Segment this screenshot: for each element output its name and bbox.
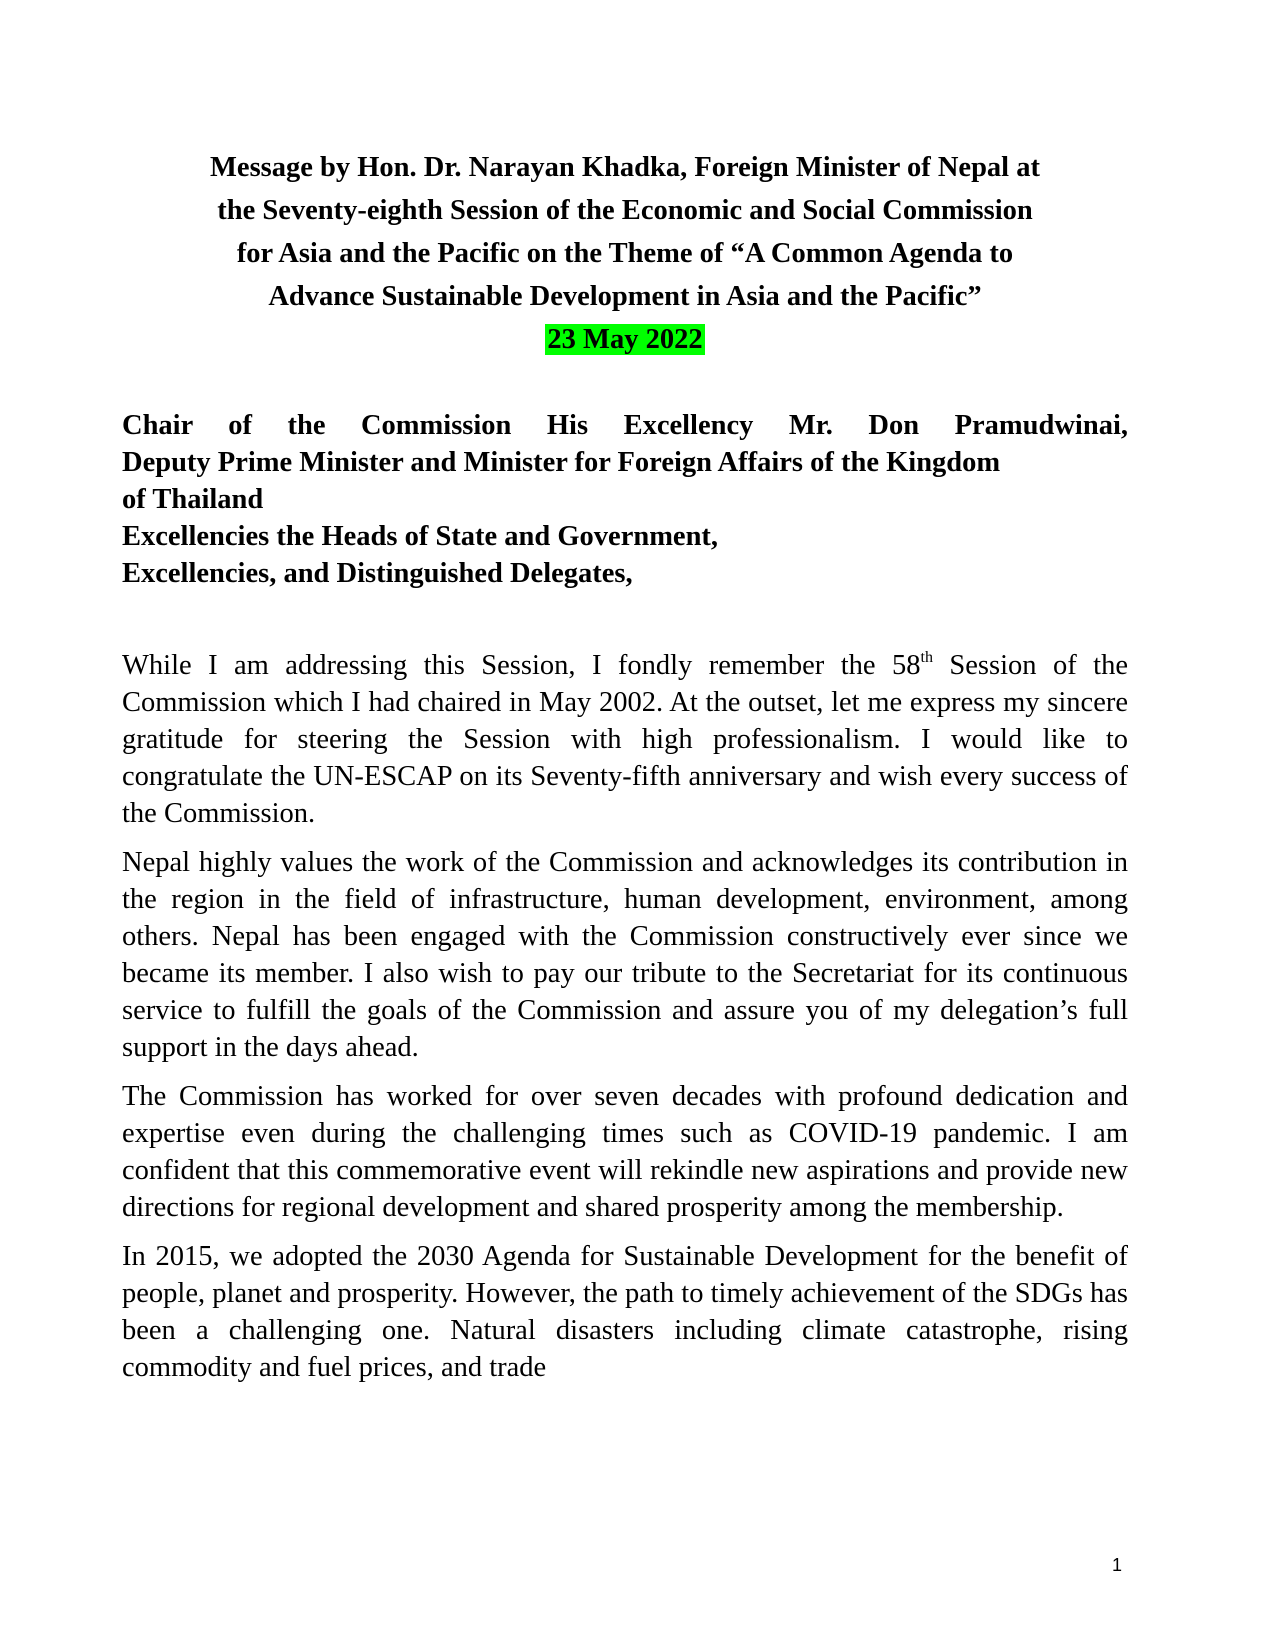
- title-line-1: Message by Hon. Dr. Narayan Khadka, Foreign Minister of Nepal at: [210, 152, 1040, 183]
- salutation-line-5: Excellencies, and Distinguished Delegates,: [122, 558, 633, 589]
- salutation-line-3: of Thailand: [122, 484, 264, 515]
- salutation-block: [122, 407, 1128, 592]
- title-line-3: for Asia and the Pacific on the Theme of “A Common Agenda to: [236, 238, 1014, 269]
- salutation-line-2: Deputy Prime Minister and Minister for Foreign Affairs of the Kingdom: [122, 447, 1001, 478]
- ordinal-superscript: th: [920, 649, 933, 666]
- body-text: [122, 647, 1128, 1386]
- paragraph-1-start: While I am addressing this Session, I fondly remember the 58: [122, 650, 921, 681]
- paragraph-3: The Commission has worked for over seven decades with profound dedication and expertise even during the challenging times such as COVID-19 pandemic. I am confident that this commemorative event will rekindle new aspirations and provide new directions for regional development and shared prosperity among the membership.: [122, 1081, 1128, 1223]
- highlighted-date: 23 May 2022: [547, 324, 703, 355]
- paragraph-4: In 2015, we adopted the 2030 Agenda for Sustainable Development for the benefit of people, planet and prosperity. However, the path to timely achievement of the SDGs has been a challenging one. Natural disasters including climate catastrophe, rising commodity and fuel prices, and trade: [122, 1241, 1128, 1383]
- salutation-line-4: Excellencies the Heads of State and Government,: [122, 521, 719, 552]
- document-page: [122, 146, 1128, 1398]
- title-line-4: Advance Sustainable Development in Asia and the Pacific”: [268, 281, 982, 312]
- paragraph-1-rest: Session of the Commission which I had chaired in May 2002. At the outset, let me express my sincere gratitude for steering the Session with high professionalism. I would like to congratulate the UN-ESCAP on its Seventy-fifth anniversary and wish every success of the Commission.: [122, 650, 1128, 829]
- paragraph-1: [122, 647, 1128, 832]
- date-line: [122, 318, 1128, 361]
- title-line-2: the Seventy-eighth Session of the Economic and Social Commission: [217, 195, 1033, 226]
- page-number: 1: [1112, 1555, 1123, 1575]
- salutation-line-1: Chair of the Commission His Excellency Mr. Don Pramudwinai,: [122, 410, 1128, 441]
- document-title: [122, 146, 1128, 318]
- paragraph-2: Nepal highly values the work of the Commission and acknowledges its contribution in the region in the field of infrastructure, human development, environment, among others. Nepal has been engaged with the Commission constructively ever since we became its member. I also wish to pay our tribute to the Secretariat for its continuous service to fulfill the goals of the Commission and assure you of my delegation’s full support in the days ahead.: [122, 847, 1128, 1063]
